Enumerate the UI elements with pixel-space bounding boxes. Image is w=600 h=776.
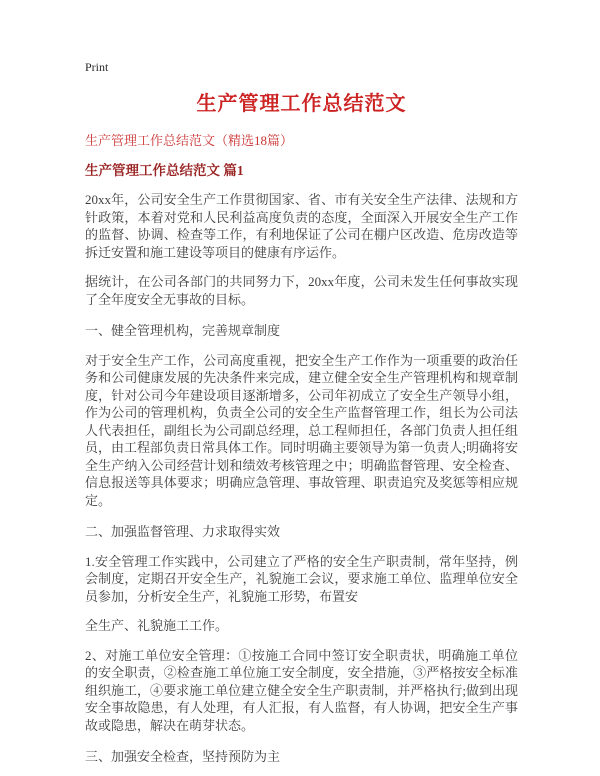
section-heading: 三、加强安全检查，坚持预防为主 bbox=[85, 749, 281, 764]
document-body bbox=[85, 191, 518, 766]
part-heading: 生产管理工作总结范文 篇1 bbox=[85, 163, 244, 178]
paragraph: 全生产、礼貌施工工作。 bbox=[85, 618, 229, 633]
paragraph: 2、对施工单位安全管理：①按施工合同中签订安全职责状，明确施工单位的安全职责，②检查施工单位施工安全制度，安全措施，③严格按安全标准组织施工，④要求施工单位建立健全安全生产职责制，并严格执行;做到出现安全事故隐患，有人处理，有人汇报，有人监督，有人协调，把安全生产事故或隐患，解决在萌芽状态。 bbox=[85, 647, 518, 733]
paragraph: 对于安全生产工作，公司高度重视，把安全生产工作作为一项重要的政治任务和公司健康发展的先决条件来完成，建立健全安全生产管理机构和规章制度，针对公司今年建设项目逐渐增多，公司年初成立了安全生产领导小组，作为公司的管理机构，负责全公司的安全生产监督管理工作，组长为公司法人代表担任，副组长为公司副总经理，总工程师担任，各部门负责人担任组员，由工程部负责日常具体工作。同时明确主要领导为第一负责人;明确将安全生产纳入公司经营计划和绩效考核管理之中；明确监督管理、安全检查、信息报送等具体要求；明确应急管理、事故管理、职责追究及奖惩等相应规定。 bbox=[85, 352, 518, 508]
paragraph: 20xx年，公司安全生产工作贯彻国家、省、市有关安全生产法律、法规和方针政策，本着对党和人民利益高度负责的态度，全面深入开展安全生产工作的监督、协调、检查等工作，有利地保证了公司在棚户区改造、危房改造等拆迁安置和施工建设等项目的健康有序运作。 bbox=[85, 192, 518, 260]
document-subtitle: 生产管理工作总结范文（精选18篇） bbox=[85, 133, 294, 148]
paragraph: 1.安全管理工作实践中，公司建立了严格的安全生产职责制，常年坚持，例会制度，定期召开安全生产，礼貌施工会议，要求施工单位、监理单位安全员参加，分析安全生产，礼貌施工形势，布置安 bbox=[85, 553, 518, 604]
document-title: 生产管理工作总结范文 bbox=[196, 93, 407, 115]
paragraph: 据统计，在公司各部门的共同努力下，20xx年度，公司未发生任何事故实现了全年度安全无事故的目标。 bbox=[85, 274, 518, 307]
section-heading: 二、加强监督管理、力求取得实效 bbox=[85, 524, 281, 539]
print-link[interactable]: Print bbox=[85, 60, 109, 74]
section-heading: 一、健全管理机构，完善规章制度 bbox=[85, 323, 281, 338]
